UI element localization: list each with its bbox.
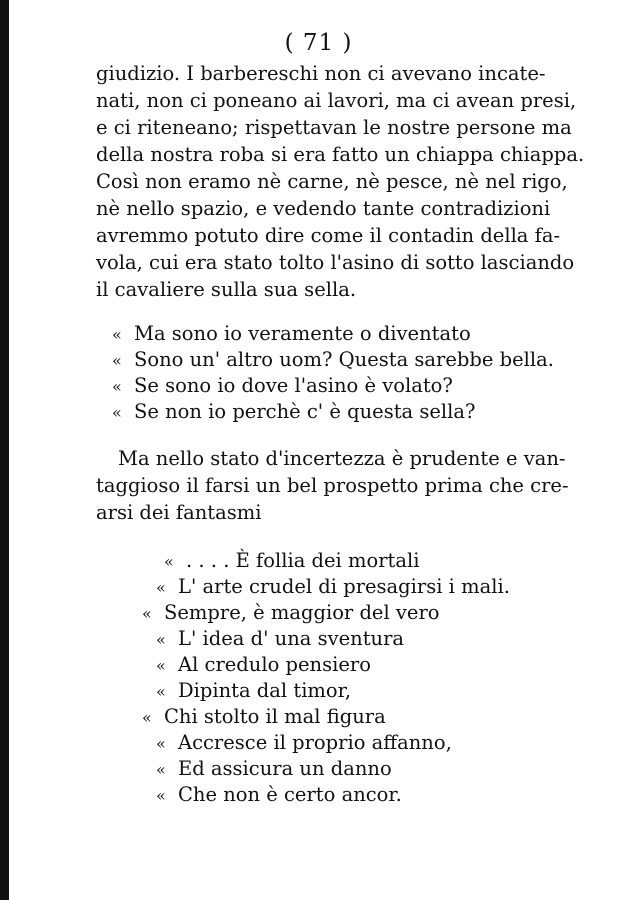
paragraph-line: giudizio. I barbereschi non ci avevano incate-	[96, 62, 546, 85]
verse-line	[156, 731, 452, 754]
quote-mark: «	[156, 760, 166, 779]
paragraph-line: Ma nello stato d'incertezza è prudente e van-	[118, 447, 566, 470]
verse-line	[112, 348, 554, 371]
verse-line	[142, 705, 386, 728]
quote-mark: «	[142, 708, 152, 727]
paragraph-line: nati, non ci poneano ai lavori, ma ci avean presi,	[96, 89, 577, 112]
verse-text: Sempre, è maggior del vero	[164, 601, 440, 624]
paragraph-line: vola, cui era stato tolto l'asino di sotto lasciando	[96, 251, 575, 274]
paragraph-line: arsi dei fantasmi	[96, 501, 262, 524]
scan-page-edge	[0, 0, 9, 900]
quote-mark: «	[112, 377, 122, 396]
verse-line	[156, 757, 392, 780]
verse-text: L' arte crudel di presagirsi i mali.	[178, 575, 510, 598]
verse-text: L' idea d' una sventura	[178, 627, 405, 650]
verse-line	[156, 627, 404, 650]
verse-line	[156, 575, 510, 598]
verse-line	[112, 374, 453, 397]
quote-mark: «	[156, 656, 166, 675]
paragraph-line: della nostra roba si era fatto un chiappa chiappa.	[96, 143, 585, 166]
verse-line	[112, 322, 471, 345]
paragraph-line: avremmo potuto dire come il contadin della fa-	[96, 224, 561, 247]
verse-line	[156, 653, 371, 676]
verse-line	[156, 783, 402, 806]
quote-mark: «	[142, 604, 152, 623]
verse-text: Al credulo pensiero	[178, 653, 371, 676]
verse-text: Dipinta dal timor,	[178, 679, 352, 702]
quote-mark: «	[112, 403, 122, 422]
paragraph-line: nè nello spazio, e vedendo tante contradizioni	[96, 197, 551, 220]
quote-mark: «	[156, 682, 166, 701]
verse-line	[156, 679, 351, 702]
verse-text: Che non è certo ancor.	[178, 783, 402, 806]
quote-mark: «	[112, 325, 122, 344]
verse-text: Sono un' altro uom? Questa sarebbe bella.	[134, 348, 554, 371]
verse-text: Se sono io dove l'asino è volato?	[134, 374, 453, 397]
verse-line	[164, 549, 419, 572]
verse-text: Se non io perchè c' è questa sella?	[134, 400, 476, 423]
paragraph-line: Così non eramo nè carne, nè pesce, nè nel rigo,	[96, 170, 568, 193]
paragraph-line: taggioso il farsi un bel prospetto prima che cre-	[96, 474, 569, 497]
quote-mark: «	[156, 630, 166, 649]
paragraph-line: il cavaliere sulla sua sella.	[96, 278, 357, 301]
verse-line	[112, 400, 475, 423]
verse-text: Ed assicura un danno	[178, 757, 392, 780]
paragraph-line: e ci riteneano; rispettavan le nostre persone ma	[96, 116, 572, 139]
verse-line	[142, 601, 440, 624]
quote-mark: «	[156, 578, 166, 597]
verse-text: . . . . È follia dei mortali	[186, 549, 420, 572]
quote-mark: «	[156, 734, 166, 753]
verse-text: Chi stolto il mal figura	[164, 705, 386, 728]
verse-text: Ma sono io veramente o diventato	[134, 322, 471, 345]
quote-mark: «	[112, 351, 122, 370]
verse-text: Accresce il proprio affanno,	[178, 731, 452, 754]
page-number: ( 71 )	[284, 30, 353, 56]
quote-mark: «	[164, 552, 174, 571]
quote-mark: «	[156, 786, 166, 805]
